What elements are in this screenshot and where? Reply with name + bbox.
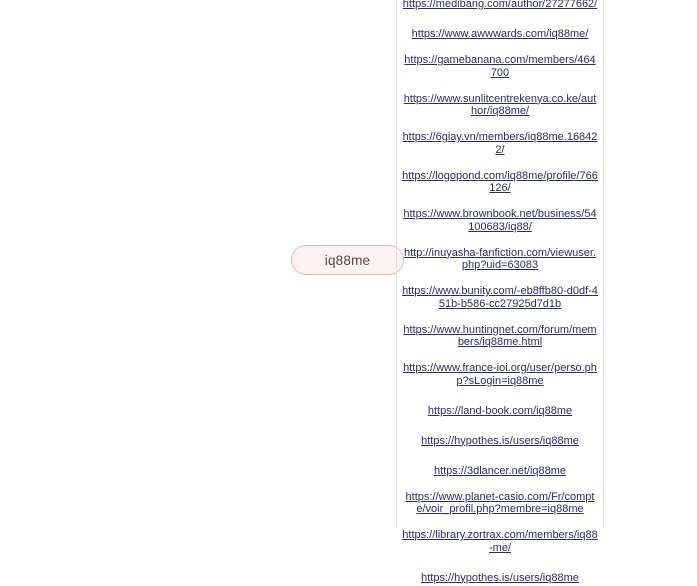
list-item (401, 54, 599, 81)
backlink[interactable]: https://hypothes.is/users/iq88me (421, 434, 579, 447)
backlink[interactable]: https://land-book.com/iq88me (427, 404, 573, 417)
list-item (401, 324, 599, 351)
backlink[interactable]: https://gamebanana.com/members/464700 (404, 54, 596, 79)
list-item (401, 285, 599, 312)
backlink[interactable]: https://hypothes.is/users/iq88me (421, 571, 579, 584)
list-item (401, 0, 599, 12)
list-item (401, 431, 599, 449)
profile-name-label: iq88me (324, 252, 371, 268)
list-item (401, 24, 599, 42)
backlink[interactable]: https://www.awwwards.com/iq88me/ (411, 28, 589, 40)
backlink-list (396, 0, 604, 584)
backlink[interactable]: https://www.france-ioi.org/user/perso.php?sLogin=iq88me (403, 362, 597, 387)
profile-name-badge (291, 245, 404, 275)
backlink[interactable]: https://www.huntingnet.com/forum/members/iq88me.html (403, 323, 597, 348)
backlink[interactable]: https://www.bunity.com/-eb8ffb80-d0df-451b-b586-cc27925d7d1b (402, 285, 598, 310)
list-item (401, 208, 599, 235)
backlink[interactable]: https://3dlancer.net/iq88me (433, 464, 567, 477)
list-item (401, 568, 599, 586)
backlink[interactable]: https://medibang.com/author/27277662/ (402, 0, 598, 10)
list-item (401, 362, 599, 389)
list-item (401, 170, 599, 197)
backlink[interactable]: https://library.zortrax.com/members/iq88-me/ (402, 529, 598, 554)
backlink[interactable]: http://inuyasha-fanfiction.com/viewuser.php?uid=63083 (404, 246, 596, 271)
backlink[interactable]: https://www.planet-casio.com/Fr/compte/voir_profil.php?membre=iq88me (405, 490, 595, 515)
list-item (401, 401, 599, 419)
backlink[interactable]: https://www.brownbook.net/business/54100683/iq88/ (403, 208, 597, 233)
list-item (401, 131, 599, 158)
backlink[interactable]: https://logopond.com/iq88me/profile/766126/ (402, 169, 598, 194)
list-item (401, 247, 599, 274)
list-item (401, 461, 599, 479)
list-item (401, 529, 599, 556)
list-item (401, 93, 599, 120)
backlink[interactable]: https://www.sunlitcentrekenya.co.ke/author/iq88me/ (403, 92, 597, 117)
backlink[interactable]: https://6giay.vn/members/iq88me.168422/ (402, 131, 598, 156)
list-item (401, 491, 599, 518)
